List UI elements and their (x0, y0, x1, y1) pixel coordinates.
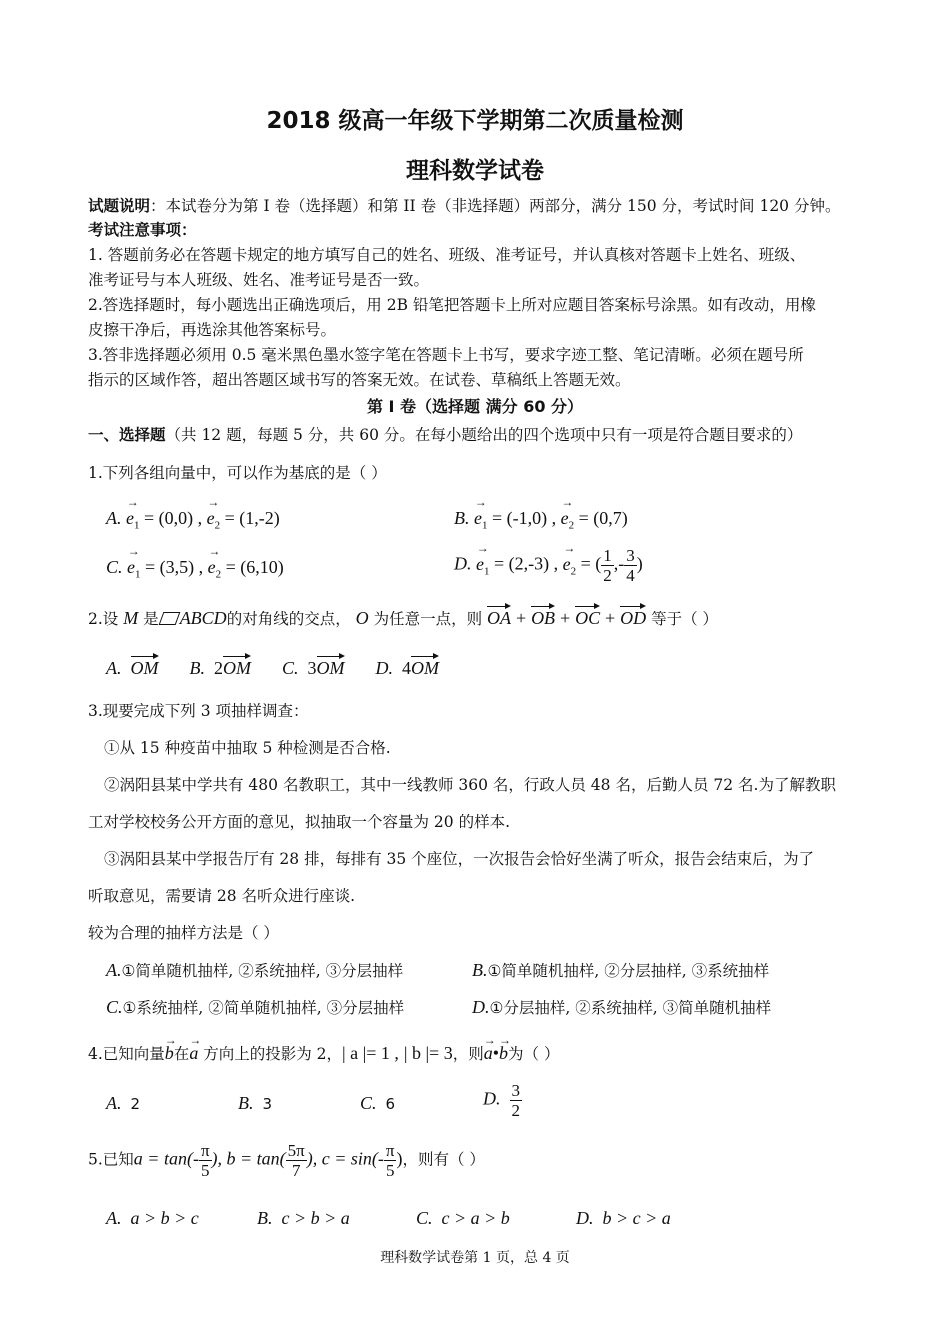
q4-then: ，则 (452, 1045, 484, 1063)
point-m: M (123, 608, 139, 628)
q3-option-d (472, 997, 771, 1018)
notice-2b: 皮擦干净后，再选涂其他答案标号。 (88, 321, 337, 339)
abs-b: | b |= 3 (403, 1043, 453, 1063)
q3-b-label: B. (472, 960, 488, 980)
q2-diag: 的对角线的交点， (226, 610, 351, 628)
vector-oa: OA (487, 608, 512, 628)
q2-d-value: OM (411, 658, 440, 678)
notice-3a: 3.答非选择题必须用 0.5 毫米黑色墨水签字笔在答题卡上书写，要求字迹工整、笔记清晰。必须在题号所 (88, 346, 804, 364)
q2-is: 是 (143, 610, 159, 628)
abcd-label: ABCD (179, 608, 227, 628)
description-text: ：本试卷分为第 I 卷（选择题）和第 II 卷（非选择题）两部分，满分 150 分，考试时间 120 分钟。 (150, 197, 841, 215)
q3-ask: 较为合理的抽样方法是（ ） (88, 924, 279, 942)
q3-option-a (106, 960, 403, 981)
test-description (88, 196, 840, 216)
e2-vector: → $e_2$ (208, 557, 222, 581)
part-label: 一、选择题 (88, 426, 166, 444)
q5-close: ) (396, 1148, 403, 1169)
q5-option-d (576, 1208, 671, 1229)
e1-vector: → $e_1$ (126, 508, 140, 532)
q3-a-text: ①简单随机抽样, ②系统抽样, ③分层抽样 (121, 962, 404, 980)
q4-prefix: 4.已知向量 (88, 1045, 165, 1063)
point-o: O (355, 608, 369, 628)
e1-vector: → $e_1$ (127, 557, 141, 581)
q2-equals: 等于（ ） (651, 610, 719, 628)
e1-vector: → $e_1$ (474, 508, 488, 532)
notice-2a: 2.答选择题时，每小题选出正确选项后，用 2B 铅笔把答题卡上所对应题目答案标号涂黑。如有改动，用橡 (88, 296, 816, 314)
plus-sign: + (515, 608, 527, 628)
q4-is: 为（ ） (508, 1045, 560, 1063)
section-heading: 第 I 卷（选择题 满分 60 分） (366, 397, 584, 416)
q5-stem (88, 1141, 485, 1180)
q2-c-coef: 3 (307, 658, 317, 678)
q1-d-e2: = ( (580, 553, 602, 574)
notice-1a: 1. 答题前务必在答题卡规定的地方填写自己的姓名、班级、准考证号，并认真核对答题卡上姓名、班级、 (88, 246, 806, 264)
plus-sign: + (560, 608, 571, 628)
q3-item2a: ②涡阳县某中学共有 480 名教职工，其中一线教师 360 名，行政人员 48 名，后勤人员 72 名.为了解教职 (104, 776, 836, 794)
q3-item3a: ③涡阳县某中学报告厅有 28 排，每排有 35 个座位，一次报告会恰好坐满了听众，报告会结束后，为了 (104, 850, 815, 868)
q1-d-sep: ,- (613, 553, 625, 574)
q1-option-d (454, 546, 643, 585)
page-footer: 理科数学试卷第 1 页，总 4 页 (380, 1250, 570, 1266)
exam-subtitle: 理科数学试卷 (406, 158, 544, 184)
plus-sign: + (605, 608, 616, 628)
q3-item2b: 工对学校校务公开方面的意见，拟抽取一个容量为 20 的样本. (88, 813, 511, 831)
q3-d-text: ①分层抽样, ②系统抽样, ③简单随机抽样 (489, 999, 772, 1017)
q2-d-coef: 4 (402, 658, 412, 678)
q4-a-value: 2 (130, 1095, 141, 1113)
q1-d-close: ) (636, 553, 643, 574)
q3-c-text: ①系统抽样, ②简单随机抽样, ③分层抽样 (122, 999, 405, 1017)
q5-then: ，则有（ ） (402, 1150, 485, 1169)
q1-a-e1: = (0,0) , (144, 508, 203, 528)
q5-d-value: b > c > a (602, 1208, 671, 1228)
q5-a-expr: a = tan(- (133, 1148, 199, 1169)
q1-b-label: B. (454, 508, 470, 528)
notice-3b: 指示的区域作答，超出答题区域书写的答案无效。在试卷、草稿纸上答题无效。 (88, 371, 631, 389)
q1-b-e1: = (-1,0) , (492, 508, 557, 528)
q1-option-b (454, 508, 628, 532)
q5-a-label: A. (106, 1208, 122, 1228)
fraction-pi-over-5: $\frac{\pi}{5}$ (200, 1141, 210, 1180)
q2-options (106, 658, 439, 679)
q4-stem (88, 1043, 559, 1064)
q4-d-label: D. (483, 1088, 501, 1109)
q5-c-label: C. (416, 1208, 433, 1228)
vector-a: → a (189, 1043, 198, 1063)
q2-b-value: OM (223, 658, 251, 678)
dot-operator: • (492, 1043, 500, 1063)
q5-option-c (416, 1208, 510, 1229)
q3-b-text: ①简单随机抽样, ②分层抽样, ③系统抽样 (487, 962, 770, 980)
q3-item3b: 听取意见，需要请 28 名听众进行座谈. (88, 887, 356, 905)
description-label: 试题说明 (88, 197, 151, 215)
q2-stem (88, 608, 718, 629)
abs-a: | a |= 1 , (342, 1043, 399, 1063)
q4-c-label: C. (360, 1093, 377, 1113)
fraction-one-half: $\frac{1}{2}$ (603, 546, 612, 585)
vector-oc: OC (575, 608, 601, 628)
e2-vector: → $e_2$ (561, 508, 575, 532)
q3-d-label: D. (472, 997, 490, 1017)
part-instructions (88, 425, 802, 445)
q2-b-coef: 2 (214, 658, 223, 678)
q5-b-value: c > b > a (281, 1208, 350, 1228)
q5-c-value: c > a > b (441, 1208, 510, 1228)
q2-d-label: D. (375, 658, 394, 678)
e2-vector: → $e_2$ (563, 554, 577, 578)
q4-option-d (483, 1081, 522, 1120)
q3-c-label: C. (106, 997, 123, 1017)
q1-option-c (106, 557, 284, 581)
q3-option-c (106, 997, 404, 1018)
q3-a-label: A. (106, 960, 122, 980)
q2-prefix: 2.设 (88, 610, 119, 628)
q1-c-e2: = (6,10) (225, 557, 284, 577)
q1-d-e1: = (2,-3) , (494, 553, 559, 574)
notice-heading: 考试注意事项： (88, 221, 197, 239)
q4-a-label: A. (106, 1093, 122, 1113)
fraction-three-quarters: $\frac{3}{4}$ (626, 546, 635, 585)
q3-option-b (472, 960, 769, 981)
vector-ob: OB (531, 608, 556, 628)
q5-option-a (106, 1208, 199, 1229)
q5-option-b (257, 1208, 350, 1229)
fraction-pi-over-5: $\frac{\pi}{5}$ (385, 1141, 395, 1180)
q4-c-value: 6 (385, 1095, 396, 1113)
vector-b: → b (165, 1043, 174, 1063)
q5-a-value: a > b > c (130, 1208, 199, 1228)
q1-c-e1: = (3,5) , (145, 557, 204, 577)
e1-vector: → $e_1$ (476, 554, 490, 578)
q5-c-expr: ), c = sin(- (306, 1148, 384, 1169)
vector-od: OD (620, 608, 647, 628)
q4-b-value: 3 (262, 1095, 273, 1113)
q1-a-e2: = (1,-2) (224, 508, 280, 528)
q4-b-label: B. (238, 1093, 254, 1113)
q2-c-value: OM (316, 658, 345, 678)
q3-item1: ①从 15 种疫苗中抽取 5 种检测是否合格. (104, 739, 391, 757)
vector-b: → b (499, 1043, 508, 1063)
q2-a-value: OM (130, 658, 159, 678)
q3-stem: 3.现要完成下列 3 项抽样调查： (88, 702, 309, 720)
q4-on: 在 (173, 1045, 190, 1063)
q2-any: 为任意一点，则 (373, 610, 483, 628)
q5-b-label: B. (257, 1208, 273, 1228)
q1-b-e2: = (0,7) (578, 508, 628, 528)
q1-c-label: C. (106, 557, 123, 577)
q5-b-expr: ), b = tan( (211, 1148, 286, 1169)
q2-b-label: B. (189, 658, 205, 678)
q4-option-a (106, 1093, 140, 1114)
q1-d-label: D. (454, 553, 472, 574)
exam-title: 2018 级高一年级下学期第二次质量检测 (266, 108, 684, 134)
q5-prefix: 5.已知 (88, 1150, 134, 1169)
fraction-three-halves: $\frac{3}{2}$ (511, 1081, 520, 1120)
q4-option-b (238, 1093, 272, 1114)
fraction-5pi-over-7: $\frac{5\pi}{7}$ (287, 1141, 305, 1180)
q1-option-a (106, 508, 280, 532)
q2-a-label: A. (106, 658, 122, 678)
q1-a-label: A. (106, 508, 122, 528)
q1-stem: 1.下列各组向量中，可以作为基底的是（ ） (88, 464, 387, 482)
q4-option-c (360, 1093, 395, 1114)
part-text: （共 12 题，每题 5 分，共 60 分。在每小题给出的四个选项中只有一项是符合题目要求的） (165, 426, 803, 444)
notice-1b: 准考证号与本人班级、姓名、准考证号是否一致。 (88, 271, 430, 289)
parallelogram-icon (158, 612, 180, 625)
q2-c-label: C. (282, 658, 299, 678)
e2-vector: → $e_2$ (207, 508, 221, 532)
q5-d-label: D. (576, 1208, 594, 1228)
q4-proj: 方向上的投影为 2， (203, 1045, 343, 1063)
vector-a: → a (484, 1043, 493, 1063)
